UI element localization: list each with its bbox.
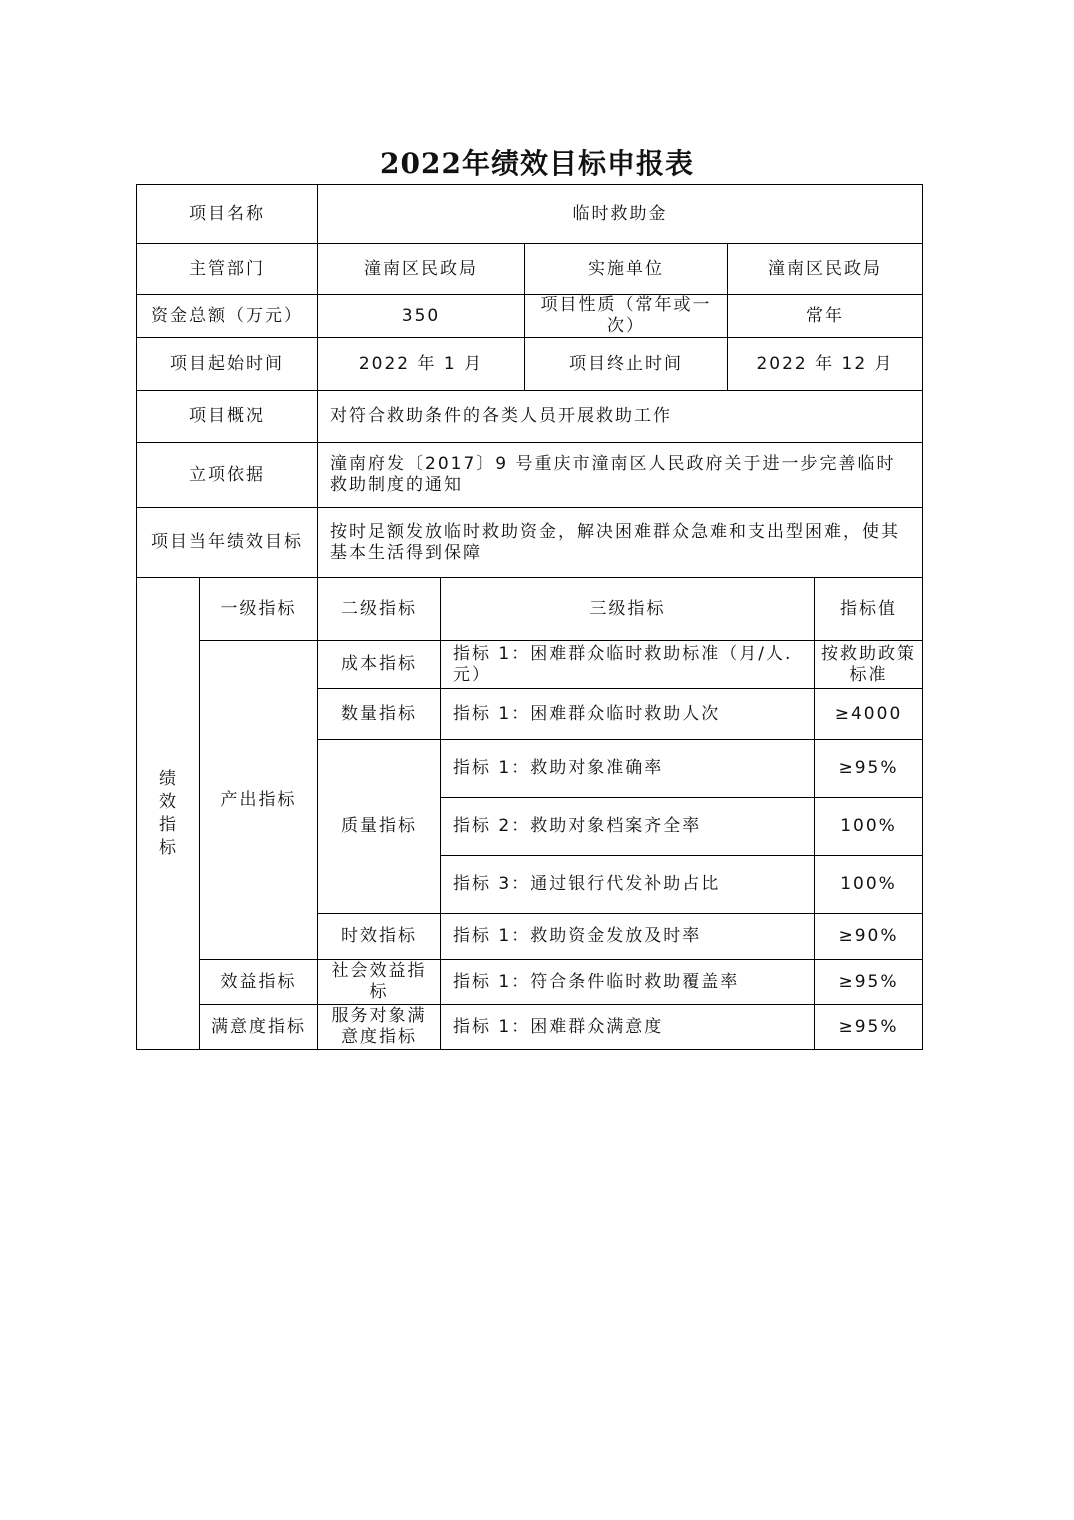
goal-label: 项目当年绩效目标: [137, 508, 318, 578]
indicator-name: 指标 1：困难群众临时救助标准（月/人.元）: [441, 641, 815, 689]
row-department: [137, 244, 923, 295]
row-fund: [137, 295, 923, 338]
performance-indicators-label: 绩效指标: [137, 578, 200, 1050]
indicator-value: 100%: [815, 856, 923, 914]
performance-target-table: [136, 184, 923, 1050]
table-row: [137, 960, 923, 1005]
indicator-value: ≥4000: [815, 689, 923, 740]
indicator-name: 指标 2：救助对象档案齐全率: [441, 798, 815, 856]
header-level3: 三级指标: [441, 578, 815, 641]
quality-indicator-label: 质量指标: [318, 740, 441, 914]
overview-value: 对符合救助条件的各类人员开展救助工作: [318, 391, 923, 443]
satisfaction-indicator-label: 满意度指标: [200, 1005, 318, 1050]
nature-value: 常年: [728, 295, 923, 338]
timeliness-indicator-label: 时效指标: [318, 914, 441, 960]
indicator-name: 指标 1：救助资金发放及时率: [441, 914, 815, 960]
indicator-value: 100%: [815, 798, 923, 856]
dept-value: 潼南区民政局: [318, 244, 525, 295]
row-overview: [137, 391, 923, 443]
fund-value: 350: [318, 295, 525, 338]
indicator-value: 按救助政策标准: [815, 641, 923, 689]
header-value: 指标值: [815, 578, 923, 641]
indicator-name: 指标 1：困难群众临时救助人次: [441, 689, 815, 740]
row-goal: [137, 508, 923, 578]
project-name-label: 项目名称: [137, 185, 318, 244]
end-value: 2022 年 12 月: [728, 338, 923, 391]
goal-value: 按时足额发放临时救助资金，解决困难群众急难和支出型困难，使其基本生活得到保障: [318, 508, 923, 578]
nature-label: 项目性质（常年或一次）: [525, 295, 728, 338]
project-name-value: 临时救助金: [318, 185, 923, 244]
indicator-name: 指标 1：符合条件临时救助覆盖率: [441, 960, 815, 1005]
row-period: [137, 338, 923, 391]
impl-value: 潼南区民政局: [728, 244, 923, 295]
basis-value: 潼南府发〔2017〕9 号重庆市潼南区人民政府关于进一步完善临时救助制度的通知: [318, 443, 923, 508]
fund-label: 资金总额（万元）: [137, 295, 318, 338]
impl-label: 实施单位: [525, 244, 728, 295]
indicator-name: 指标 3：通过银行代发补助占比: [441, 856, 815, 914]
output-indicator-label: 产出指标: [200, 641, 318, 960]
row-indicator-header: [137, 578, 923, 641]
overview-label: 项目概况: [137, 391, 318, 443]
indicator-name: 指标 1：困难群众满意度: [441, 1005, 815, 1050]
row-project-name: [137, 185, 923, 244]
table-row: [137, 641, 923, 689]
indicator-value: ≥95%: [815, 1005, 923, 1050]
quantity-indicator-label: 数量指标: [318, 689, 441, 740]
cost-indicator-label: 成本指标: [318, 641, 441, 689]
start-value: 2022 年 1 月: [318, 338, 525, 391]
header-level1: 一级指标: [200, 578, 318, 641]
header-level2: 二级指标: [318, 578, 441, 641]
indicator-value: ≥95%: [815, 740, 923, 798]
start-label: 项目起始时间: [137, 338, 318, 391]
service-satisfaction-indicator-label: 服务对象满意度指标: [318, 1005, 441, 1050]
indicator-value: ≥90%: [815, 914, 923, 960]
social-benefit-indicator-label: 社会效益指标: [318, 960, 441, 1005]
end-label: 项目终止时间: [525, 338, 728, 391]
dept-label: 主管部门: [137, 244, 318, 295]
indicator-name: 指标 1：救助对象准确率: [441, 740, 815, 798]
row-basis: [137, 443, 923, 508]
indicator-value: ≥95%: [815, 960, 923, 1005]
table-row: [137, 1005, 923, 1050]
basis-label: 立项依据: [137, 443, 318, 508]
benefit-indicator-label: 效益指标: [200, 960, 318, 1005]
page-title: 2022年绩效目标申报表: [380, 147, 694, 180]
